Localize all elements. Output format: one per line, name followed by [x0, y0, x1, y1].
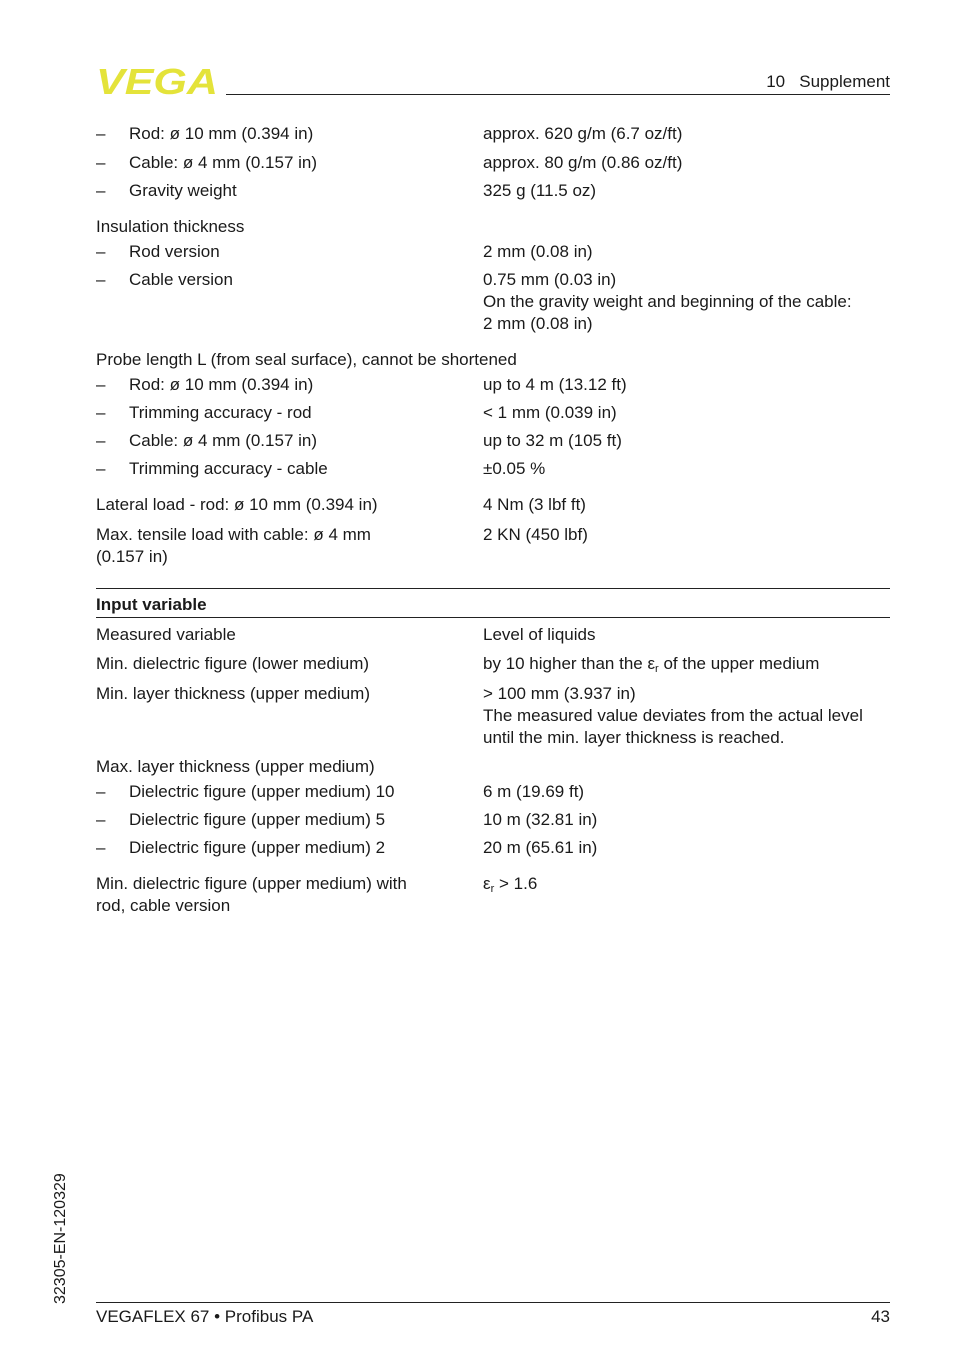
item-label: Lateral load - rod: ø 10 mm (0.394 in): [96, 495, 378, 514]
item-label: Min. dielectric figure (lower medium): [96, 654, 370, 673]
item-value: [483, 653, 893, 675]
dash: –: [96, 270, 106, 289]
item-label: [96, 873, 476, 917]
item-label: Gravity weight: [129, 181, 237, 200]
item-value: up to 32 m (105 ft): [483, 431, 622, 450]
item-label: Measured variable: [96, 625, 236, 644]
header-section: 10 Supplement: [766, 72, 890, 91]
dash: –: [96, 375, 106, 394]
label-line: rod, cable version: [96, 896, 231, 915]
item-value: 4 Nm (3 lbf ft): [483, 495, 586, 514]
footer-rule: [96, 1302, 890, 1303]
section-rule-bottom: [96, 617, 890, 618]
value-line: 2 mm (0.08 in): [483, 314, 593, 333]
dash: –: [96, 124, 106, 143]
dash: –: [96, 403, 106, 422]
value-text: ε: [483, 874, 491, 893]
section-title: Input variable: [96, 595, 207, 614]
document-number: 32305-EN-120329: [52, 1173, 69, 1304]
item-value: up to 4 m (13.12 ft): [483, 375, 627, 394]
subscript: r: [490, 883, 495, 895]
item-value: 325 g (11.5 oz): [483, 181, 597, 200]
item-label: [96, 524, 476, 568]
item-label: Dielectric figure (upper medium) 10: [129, 782, 395, 801]
section-rule-top: [96, 588, 890, 589]
dash: –: [96, 782, 106, 801]
item-value: approx. 80 g/m (0.86 oz/ft): [483, 153, 683, 172]
dash: –: [96, 181, 106, 200]
dash: –: [96, 153, 106, 172]
item-label: Trimming accuracy - rod: [129, 403, 312, 422]
value-line: The measured value deviates from the actual level: [483, 706, 863, 725]
value-text: of the upper medium: [658, 654, 820, 673]
item-label: Rod version: [129, 242, 220, 261]
max-layer-heading: Max. layer thickness (upper medium): [96, 757, 375, 776]
value-line: > 100 mm (3.937 in): [483, 684, 636, 703]
item-label: Dielectric figure (upper medium) 2: [129, 838, 386, 857]
item-value: [483, 683, 893, 749]
value-text: > 1.6: [494, 874, 538, 893]
item-label: Rod: ø 10 mm (0.394 in): [129, 375, 314, 394]
dash: –: [96, 431, 106, 450]
item-label: Dielectric figure (upper medium) 5: [129, 810, 386, 829]
item-value: [483, 269, 893, 335]
item-value: < 1 mm (0.039 in): [483, 403, 617, 422]
item-value: 10 m (32.81 in): [483, 810, 598, 829]
dash: –: [96, 459, 106, 478]
item-label: Cable: ø 4 mm (0.157 in): [129, 431, 318, 450]
insulation-heading: Insulation thickness: [96, 217, 245, 236]
value-text: by 10 higher than the ε: [483, 654, 656, 673]
probe-length-heading: Probe length L (from seal surface), cannot be shortened: [96, 350, 517, 369]
value-line: until the min. layer thickness is reached.: [483, 728, 785, 747]
label-line: Min. dielectric figure (upper medium) with: [96, 874, 407, 893]
subscript: r: [655, 663, 659, 675]
footer-product: VEGAFLEX 67 • Profibus PA: [96, 1307, 314, 1326]
item-value: 2 mm (0.08 in): [483, 242, 593, 261]
item-value: 20 m (65.61 in): [483, 838, 598, 857]
item-label: Cable: ø 4 mm (0.157 in): [129, 153, 318, 172]
item-value: approx. 620 g/m (6.7 oz/ft): [483, 124, 683, 143]
dash: –: [96, 810, 106, 829]
header-rule: [226, 94, 890, 95]
item-label: Trimming accuracy - cable: [129, 459, 328, 478]
svg-text:VEGA: VEGA: [96, 66, 218, 96]
label-line: (0.157 in): [96, 547, 168, 566]
dash: –: [96, 838, 106, 857]
item-label: Min. layer thickness (upper medium): [96, 684, 370, 703]
item-label: Cable version: [129, 270, 233, 289]
value-line: 0.75 mm (0.03 in): [483, 270, 617, 289]
vega-logo: [96, 66, 220, 96]
item-label: Rod: ø 10 mm (0.394 in): [129, 124, 314, 143]
label-line: Max. tensile load with cable: ø 4 mm: [96, 525, 371, 544]
dash: –: [96, 242, 106, 261]
item-value: ±0.05 %: [483, 459, 546, 478]
value-line: On the gravity weight and beginning of the cable:: [483, 292, 852, 311]
item-value: Level of liquids: [483, 625, 596, 644]
page-number: 43: [871, 1307, 890, 1326]
item-value: 2 KN (450 lbf): [483, 525, 588, 544]
item-value: 6 m (19.69 ft): [483, 782, 585, 801]
item-value: [483, 873, 893, 895]
